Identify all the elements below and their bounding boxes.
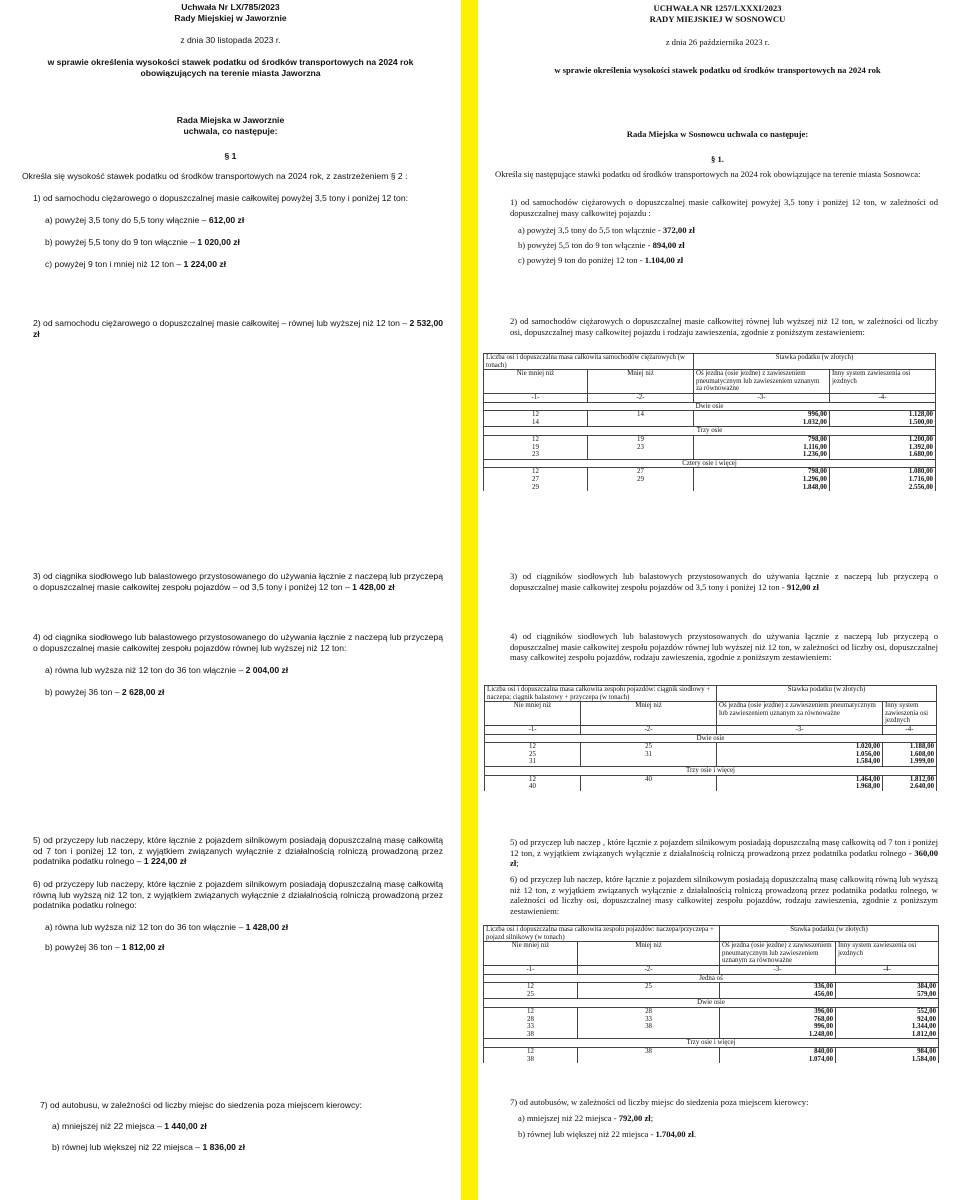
table-cell (581, 783, 717, 791)
left-item-7a (52, 1121, 207, 1132)
left-item-3 (33, 571, 443, 592)
left-intro: Określa się wysokość stawek podatku od środków transportowych na 2024 rok, z zastrzeżeniem § 2 : (22, 171, 408, 181)
table-cell: 12 (484, 1007, 578, 1015)
table-cell: 25 (581, 743, 717, 751)
table-tractors (484, 685, 937, 791)
table-head-other: Inny system zawieszenia osi jezdnych (883, 702, 937, 726)
left-item-1c-text: c) powyżej 9 ton i mniej niż 12 ton – (45, 259, 184, 269)
table-cell: 384,00 (836, 983, 939, 991)
left-item-7a-text: a) mniejszej niż 22 miejsca – (52, 1121, 165, 1131)
right-item-7b-end: . (693, 1129, 697, 1139)
table-head-min: Nie mniej niż (484, 942, 578, 966)
table-row (485, 743, 937, 751)
table-cell: 38 (484, 1031, 578, 1039)
left-item-3-text: 3) od ciągnika siodłowego lub balastowego przystosowanego do używania łącznie z naczepą lub przyczepą o dopuszczalnej masie całkowitej zespołu pojazdów – od 3,5 tony i poniżej 12 ton – (33, 571, 443, 592)
table-head-max: Mniej niż (588, 370, 694, 394)
table-trailers (483, 925, 939, 1063)
left-subject-line1: w sprawie określenia wysokości stawek podatku od środków transportowych na 2024 rok (47, 57, 414, 67)
left-item-4a (45, 665, 288, 676)
table-cell: 1.392,00 (830, 444, 936, 452)
table-subhead-row (484, 942, 939, 966)
left-item-1b (45, 237, 240, 248)
right-date: z dnia 26 października 2023 r. (665, 37, 770, 47)
table-cell: 38 (484, 1056, 578, 1064)
table-trucks (483, 353, 936, 491)
table-cell: 12 (484, 435, 588, 443)
table-cell: 1.500,00 (830, 419, 936, 427)
table-group-row (484, 427, 936, 436)
table-head-max: Mniej niż (581, 702, 717, 726)
left-header (0, 2, 461, 23)
table-cell: 40 (485, 783, 581, 791)
right-item-5 (510, 837, 938, 869)
left-item-6: 6) od przyczepy lub naczepy, które łącznie z pojazdem silnikowym posiadają dopuszczalną masę całkowitą równą lub wyższą niż 12 ton, z wyjątkiem związanych wyłącznie z działalnością rolniczą prowadzoną przez podatnika podatku rolnego: (33, 879, 443, 910)
table-cell: 12 (484, 1047, 578, 1055)
table-cell: 19 (588, 435, 694, 443)
table-row (484, 435, 936, 443)
table-cell: 1.812,00 (836, 1031, 939, 1039)
table-cell: 2.640,00 (883, 783, 937, 791)
table-head-rate: Stawka podatku (w złotych) (694, 354, 936, 370)
right-item-7a-value: 792,00 zł (618, 1113, 651, 1123)
table-head-other: Inny system zawieszenia osi jezdnych (836, 942, 939, 966)
table-cell: 1.296,00 (694, 476, 830, 484)
left-item-1b-value: 1 020,00 zł (197, 237, 240, 247)
right-item-3-value: 912,00 zł (786, 581, 819, 592)
table-row (484, 419, 936, 427)
left-item-1: 1) od samochodu ciężarowego o dopuszczalnej masie całkowitej powyżej 3,5 tony i poniżej 12 ton: (33, 193, 408, 203)
left-item-1a-value: 612,00 zł (208, 215, 245, 225)
table-cell: 1.128,00 (830, 411, 936, 419)
table-cell: 27 (484, 476, 588, 484)
table-row (485, 775, 937, 783)
right-item-1a-value: 372,00 zł (662, 225, 695, 235)
right-header (478, 3, 957, 24)
table-row (485, 751, 937, 759)
table-cell: 1.116,00 (694, 444, 830, 452)
table-group-label: Dwie osie (484, 402, 936, 411)
table-group-label: Dwie osie (484, 999, 939, 1008)
table-col-number: -2- (581, 725, 717, 734)
table-head-weight: Liczba osi i dopuszczalna masa całkowita samochodów ciężarowych (w tonach) (484, 354, 694, 370)
table-row (484, 468, 936, 476)
left-item-4a-value: 2 004,00 zł (245, 665, 289, 675)
left-council-line1: Rada Miejska w Jaworznie (176, 115, 285, 125)
left-item-1b-text: b) powyżej 5,5 tony do 9 ton włącznie – (45, 237, 198, 247)
left-item-3-value: 1 428,00 zł (352, 581, 395, 592)
table-col-number: -3- (720, 965, 836, 974)
table-row (484, 991, 939, 999)
table-group-row (484, 999, 939, 1008)
left-council (0, 115, 461, 136)
table-col-number: -2- (578, 965, 720, 974)
right-subject: w sprawie określenia wysokości stawek podatku od środków transportowych na 2024 rok (554, 65, 881, 75)
table-row (485, 758, 937, 766)
table-cell: 23 (588, 444, 694, 452)
table-cell: 38 (578, 1023, 720, 1031)
left-resolution-number: Uchwała Nr LX/785/2023 (181, 2, 280, 12)
table-cell: 14 (484, 419, 588, 427)
left-item-7b-text: b) równej lub większej niż 22 miejsca – (52, 1142, 203, 1152)
table-group-label: Trzy osie i więcej (485, 766, 937, 775)
table-cell: 12 (484, 411, 588, 419)
left-date: z dnia 30 listopada 2023 r. (180, 35, 281, 45)
table-cell: 1.608,00 (883, 751, 937, 759)
right-item-1c-text: c) powyżej 9 ton do poniżej 12 ton - (518, 255, 645, 265)
table-cell: 2.556,00 (830, 484, 936, 492)
table-row (485, 783, 937, 791)
table-cell: 23 (484, 451, 588, 459)
left-item-2-text: 2) od samochodu ciężarowego o dopuszczalnej masie całkowitej – równej lub wyższej niż 12 ton – (33, 318, 408, 328)
table-tractors-body (485, 686, 937, 791)
table-cell: 1.999,00 (883, 758, 937, 766)
table-cell: 27 (588, 468, 694, 476)
left-item-4b (45, 687, 164, 698)
table-cell: 1.200,00 (830, 435, 936, 443)
table-head-other: Inny system zawieszenia osi jezdnych (830, 370, 936, 394)
right-item-1b (518, 240, 685, 251)
table-head-row (485, 686, 937, 702)
table-cell (588, 484, 694, 492)
table-row (484, 1047, 939, 1055)
table-head-air: Oś jezdna (osie jezdne) z zawieszeniem pneumatycznym lub zawieszeniem uznanym za równoważne (720, 942, 836, 966)
table-cell: 336,00 (720, 983, 836, 991)
right-item-1b-text: b) powyżej 5,5 ton do 9 ton włącznie - (518, 240, 653, 250)
table-row (484, 1031, 939, 1039)
right-item-7a-text: a) mniejszej niż 22 miejsca - (518, 1113, 619, 1123)
table-row (484, 444, 936, 452)
table-cell: 1.080,00 (830, 468, 936, 476)
table-row (484, 1016, 939, 1024)
left-item-2 (33, 318, 443, 339)
table-head-row (484, 354, 936, 370)
table-subhead-row (485, 702, 937, 726)
table-head-max: Mniej niż (578, 942, 720, 966)
table-cell: 798,00 (694, 468, 830, 476)
table-cell: 1.020,00 (717, 743, 883, 751)
table-head-row (484, 926, 939, 942)
right-item-7b-value: 1.704,00 zł (655, 1129, 694, 1139)
table-cell: 1.074,00 (720, 1056, 836, 1064)
table-cell: 12 (484, 468, 588, 476)
table-cell: 14 (588, 411, 694, 419)
right-item-5-text: 5) od przyczep lub naczep , które łącznie z pojazdem silnikowym posiadają dopuszczalną masę całkowitą od 7 ton i poniżej 12 ton, z wyjątkiem związanych wyłącznie z działalnością rolniczą prowadzoną przez podatnika podatku rolnego - (510, 837, 938, 858)
table-col-number: -2- (588, 393, 694, 402)
table-cell: 1.680,00 (830, 451, 936, 459)
table-group-label: Jedna oś (484, 974, 939, 983)
table-subhead-row (484, 370, 936, 394)
table-row (484, 411, 936, 419)
table-cell (578, 1031, 720, 1039)
table-cell: 456,00 (720, 991, 836, 999)
table-row (484, 1056, 939, 1064)
table-cell: 38 (578, 1047, 720, 1055)
table-cell: 25 (578, 983, 720, 991)
left-item-6a (45, 922, 288, 933)
table-group-row (484, 1039, 939, 1048)
right-item-7b-text: b) równej lub większej niż 22 miejsca - (518, 1129, 656, 1139)
table-cell: 1.716,00 (830, 476, 936, 484)
table-head-weight: Liczba osi i dopuszczalna masa całkowita zespołu pojazdów: ciągnik siodłowy + naczepa; ciągnik balastowy + przyczepa (w tonach) (485, 686, 717, 702)
right-item-5-end: ; (516, 858, 519, 868)
table-cell: 1.968,00 (717, 783, 883, 791)
right-paragraph-sign: § 1. (711, 154, 724, 164)
table-cell: 12 (485, 775, 581, 783)
left-item-5-value: 1 224,00 zł (143, 856, 187, 866)
right-item-6: 6) od przyczep lub naczep, które łącznie z pojazdem silnikowym posiadają dopuszczalną masę całkowitą równą lub wyższą niż 12 ton, z wyjątkiem związanych wyłącznie z działalnością rolniczą prowadzoną przez podatnika podatku rolnego, w zależności od liczby osi, dopuszczalnej masy całkowitej zespołu pojazdów, rodzaju zawieszenia, zgodnie z poniższym zestawieniem: (510, 874, 938, 916)
table-col-number: -1- (485, 725, 581, 734)
table-col-number: -4- (830, 393, 936, 402)
table-cell: 19 (484, 444, 588, 452)
left-subject-line2: obowiązujących na terenie miasta Jaworzna (140, 67, 321, 78)
table-cell: 1.344,00 (836, 1023, 939, 1031)
table-cell: 996,00 (694, 411, 830, 419)
left-paragraph-sign: § 1 (224, 151, 237, 161)
right-item-4: 4) od ciągników siodłowych lub balastowych przystosowanych do używania łącznie z naczepą lub przyczepą o dopuszczalnej masie całkowitej zespołu pojazdów równej lub wyższej niż 12 ton, w zależności od liczby osi, dopuszczalnej masy całkowitej zespołu pojazdów, rodzaju zawieszenia, zgodnie z poniższym zestawieniem: (510, 631, 938, 662)
table-cell: 798,00 (694, 435, 830, 443)
right-item-1: 1) od samochodów ciężarowych o dopuszczalnej masie całkowitej powyżej 3,5 tony i poniżej 12 ton, w zależności od dopuszczalnej masy całkowitej pojazdu : (510, 197, 938, 218)
table-head-rate: Stawka podatku (w złotych) (720, 926, 939, 942)
left-item-1a (45, 215, 244, 226)
table-cell: 1.812,00 (883, 775, 937, 783)
table-cell: 1.188,00 (883, 743, 937, 751)
left-item-7b (52, 1142, 245, 1153)
table-number-row (484, 393, 936, 402)
right-item-7a-end: ; (650, 1113, 654, 1123)
left-item-6b-text: b) powyżej 36 ton – (45, 942, 122, 952)
table-cell: 29 (588, 476, 694, 484)
table-group-row (484, 974, 939, 983)
table-cell: 924,00 (836, 1016, 939, 1024)
table-number-row (485, 725, 937, 734)
table-cell: 1.248,00 (720, 1031, 836, 1039)
table-col-number: -4- (883, 725, 937, 734)
table-group-row (484, 402, 936, 411)
table-group-label: Dwie osie (485, 734, 937, 743)
table-col-number: -4- (836, 965, 939, 974)
table-col-number: -3- (694, 393, 830, 402)
table-row (484, 1007, 939, 1015)
table-cell: 1.032,00 (694, 419, 830, 427)
table-head-min: Nie mniej niż (484, 370, 588, 394)
right-item-1c-value: 1.104,00 zł (644, 255, 684, 265)
table-number-row (484, 965, 939, 974)
left-item-7a-value: 1 440,00 zł (164, 1121, 207, 1131)
table-cell: 33 (578, 1016, 720, 1024)
table-group-label: Trzy osie (484, 427, 936, 436)
table-cell: 12 (485, 743, 581, 751)
right-item-1a-text: a) powyżej 3,5 tony do 5,5 ton włącznie - (518, 225, 663, 235)
table-col-number: -3- (717, 725, 883, 734)
right-council-name: RADY MIEJSKIEJ W SOSNOWCU (649, 13, 786, 24)
table-cell: 1.464,00 (717, 775, 883, 783)
table-cell: 28 (484, 1016, 578, 1024)
left-subject (0, 57, 461, 78)
left-item-1c-value: 1 224,00 zł (183, 259, 227, 269)
table-head-min: Nie mniej niż (485, 702, 581, 726)
table-cell (588, 451, 694, 459)
table-cell: 33 (484, 1023, 578, 1031)
table-cell: 768,00 (720, 1016, 836, 1024)
cut-off-line (508, 527, 908, 531)
table-cell: 1.236,00 (694, 451, 830, 459)
left-item-7: 7) od autobusu, w zależności od liczby miejsc do siedzenia poza miejscem kierowcy: (40, 1100, 362, 1110)
left-item-4b-text: b) powyżej 36 ton – (45, 687, 122, 697)
table-row (484, 484, 936, 492)
left-item-5 (33, 835, 443, 867)
left-item-4a-text: a) równa lub wyższa niż 12 ton do 36 ton włącznie – (45, 665, 246, 675)
table-cell: 1.584,00 (836, 1056, 939, 1064)
table-cell: 840,00 (720, 1047, 836, 1055)
right-intro: Określa się następujące stawki podatku od środków transportowych na 2024 rok obowiązujące na terenie miasta Sosnowca: (495, 169, 921, 179)
table-cell: 579,00 (836, 991, 939, 999)
table-row (484, 983, 939, 991)
left-document (0, 0, 461, 1200)
table-cell: 552,00 (836, 1007, 939, 1015)
table-group-row (484, 459, 936, 468)
table-cell: 1.848,00 (694, 484, 830, 492)
table-row (484, 1023, 939, 1031)
table-group-label: Trzy osie i więcej (484, 1039, 939, 1048)
right-item-5-value: 360,00 zł (510, 847, 938, 868)
table-cell: 25 (485, 751, 581, 759)
table-cell: 25 (484, 991, 578, 999)
table-cell (581, 758, 717, 766)
left-item-7b-value: 1 836,00 zł (202, 1142, 245, 1152)
table-cell: 29 (484, 484, 588, 492)
right-item-3-text: 3) od ciągników siodłowych lub balastowych przystosowanych do używania łącznie z naczepą lub przyczepą o dopuszczalnej masie całkowitej zespołu pojazdów od 3,5 tony i poniżej 12 ton - (510, 571, 938, 592)
right-council: Rada Miejska w Sosnowcu uchwala co następuje: (626, 129, 809, 139)
table-row (484, 476, 936, 484)
table-cell: 12 (484, 983, 578, 991)
left-item-4: 4) od ciągnika siodłowego lub balastowego przystosowanego do używania łącznie z naczepą lub przyczepą o dopuszczalnej masie całkowitej zespołu pojazdów równej lub wyższej niż 12 ton: (33, 632, 443, 653)
left-item-5-text: 5) od przyczepy lub naczepy, które łącznie z pojazdem silnikowym posiadają dopuszczalną masę całkowitą od 7 ton i poniżej 12 ton, z wyjątkiem związanych wyłącznie z działalnością rolniczą prowadzoną przez podatnika podatku rolnego – (33, 835, 443, 866)
table-cell: 31 (581, 751, 717, 759)
table-cell (578, 1056, 720, 1064)
table-col-number: -1- (484, 393, 588, 402)
table-cell: 396,00 (720, 1007, 836, 1015)
right-item-1a (518, 225, 695, 236)
table-cell: 40 (581, 775, 717, 783)
left-item-2-value: 2 532,00 zł (33, 318, 444, 339)
table-group-row (485, 766, 937, 775)
left-council-line2: uchwala, co następuje: (183, 125, 278, 136)
left-council-name: Rady Miejskiej w Jaworznie (174, 12, 287, 23)
table-col-number: -1- (484, 965, 578, 974)
table-cell (588, 419, 694, 427)
table-group-row (485, 734, 937, 743)
right-item-1b-value: 894,00 zł (652, 240, 685, 250)
left-item-1a-text: a) powyżej 3,5 tony do 5,5 tony włącznie – (45, 215, 209, 225)
table-cell: 1.056,00 (717, 751, 883, 759)
right-resolution-number: UCHWAŁA NR 1257/LXXXI/2023 (653, 3, 782, 13)
table-cell (578, 991, 720, 999)
left-item-6b (45, 942, 164, 953)
left-item-6a-value: 1 428,00 zł (245, 922, 289, 932)
right-item-7b (518, 1129, 696, 1140)
table-trucks-body (484, 354, 936, 492)
right-item-7: 7) od autobusów, w zależności od liczby miejsc do siedzenia poza miejscem kierowcy: (510, 1097, 809, 1107)
table-head-air: Oś jezdna (osie jezdne) z zawieszeniem pneumatycznym lub zawieszeniem uznanym za równoważne (717, 702, 883, 726)
left-item-4b-value: 2 628,00 zł (121, 687, 165, 697)
right-item-3 (510, 571, 938, 592)
table-cell: 31 (485, 758, 581, 766)
table-cell: 996,00 (720, 1023, 836, 1031)
right-item-2: 2) od samochodów ciężarowych o dopuszczalnej masie całkowitej równej lub wyższej niż 12 ton, w zależności od liczby osi, dopuszczalnej masy całkowitej pojazdu i rodzaju zawieszenia, zgodnie z poniższym zestawieniem: (510, 316, 938, 337)
left-item-6b-value: 1 812,00 zł (121, 942, 165, 952)
yellow-divider (461, 0, 478, 1200)
right-document (478, 0, 957, 1200)
table-trailers-body (484, 926, 939, 1064)
table-cell: 984,00 (836, 1047, 939, 1055)
table-head-air: Oś jezdna (osie jezdne) z zawieszeniem pneumatycznym lub zawieszeniem uznanym za równoważne (694, 370, 830, 394)
table-head-weight: Liczba osi i dopuszczalna masa całkowita zespołu pojazdów: naczepa/przyczepa + pojazd silnikowy (w tonach) (484, 926, 720, 942)
right-item-1c (518, 255, 683, 266)
table-cell: 1.584,00 (717, 758, 883, 766)
table-group-label: Cztery osie i więcej (484, 459, 936, 468)
table-cell: 28 (578, 1007, 720, 1015)
table-head-rate: Stawka podatku (w złotych) (717, 686, 937, 702)
right-item-7a (518, 1113, 653, 1124)
left-item-6a-text: a) równa lub wyższa niż 12 ton do 36 ton włącznie – (45, 922, 246, 932)
left-item-1c (45, 259, 226, 270)
table-row (484, 451, 936, 459)
